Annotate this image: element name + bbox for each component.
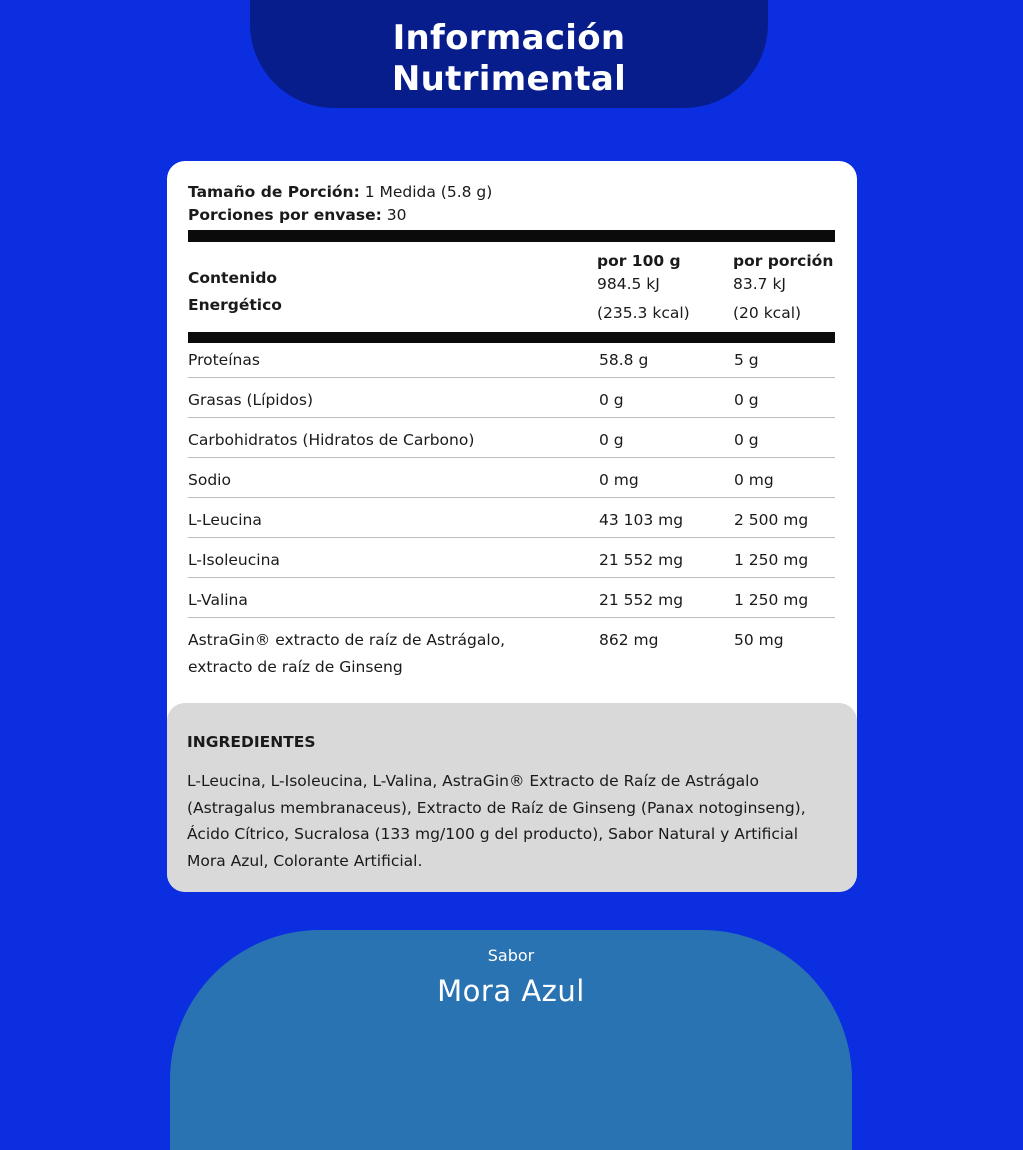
nutrient-per-portion: 50 mg (734, 631, 784, 649)
column-per-100g-header: por 100 g (597, 252, 681, 270)
table-row (188, 338, 835, 378)
table-row (188, 538, 835, 578)
nutrient-per-portion: 2 500 mg (734, 511, 809, 529)
nutrient-name: L-Valina (188, 591, 248, 609)
flavor-tab (170, 930, 852, 1150)
top-divider-bar (188, 230, 835, 242)
serving-info (188, 181, 492, 227)
nutrient-per-100g: 21 552 mg (599, 551, 684, 569)
table-row (188, 618, 835, 708)
flavor-name: Mora Azul (437, 974, 585, 1008)
energy-per-portion-kcal: (20 kcal) (733, 304, 802, 322)
nutrient-name: Proteínas (188, 351, 260, 369)
nutrient-per-portion: 1 250 mg (734, 591, 809, 609)
servings-per-container-line (188, 204, 492, 227)
nutrient-name: L-Isoleucina (188, 551, 280, 569)
column-per-portion (733, 249, 833, 325)
nutrient-name: L-Leucina (188, 511, 262, 529)
flavor-label: Sabor (487, 946, 535, 965)
nutrient-table (188, 338, 835, 708)
nutrient-per-100g: 0 g (599, 391, 624, 409)
table-row (188, 578, 835, 618)
nutrient-per-portion: 0 mg (734, 471, 774, 489)
energy-label-line-2: Energético (188, 296, 282, 314)
table-row (188, 498, 835, 538)
nutrient-per-100g: 0 g (599, 431, 624, 449)
energy-per-100g-kj: 984.5 kJ (597, 275, 660, 293)
energy-per-portion-kj: 83.7 kJ (733, 275, 786, 293)
nutrient-name: Sodio (188, 471, 231, 489)
servings-per-container-label: Porciones por envase: (188, 206, 382, 224)
energy-per-100g-kcal: (235.3 kcal) (597, 304, 690, 322)
nutrient-per-portion: 0 g (734, 431, 759, 449)
nutrient-name (188, 627, 578, 681)
nutrient-per-portion: 0 g (734, 391, 759, 409)
table-row (188, 378, 835, 418)
nutrition-facts-card (167, 161, 857, 892)
nutrient-per-100g: 58.8 g (599, 351, 649, 369)
header-tab (250, 0, 768, 108)
page-title-line-1: Información (392, 18, 626, 58)
page-title-line-2: Nutrimental (391, 59, 627, 99)
ingredients-panel (167, 703, 857, 892)
energy-label (188, 265, 388, 319)
servings-per-container-value: 30 (386, 206, 407, 224)
table-row (188, 418, 835, 458)
nutrient-name: Grasas (Lípidos) (188, 391, 314, 409)
nutrient-per-portion: 1 250 mg (734, 551, 809, 569)
column-per-portion-header: por porción (733, 252, 834, 270)
column-per-100g (597, 249, 690, 325)
nutrient-name: Carbohidratos (Hidratos de Carbono) (188, 431, 475, 449)
serving-size-line (188, 181, 492, 204)
nutrient-per-portion: 5 g (734, 351, 759, 369)
table-row (188, 458, 835, 498)
ingredients-title: INGREDIENTES (187, 733, 316, 751)
nutrient-name-line-2: extracto de raíz de Ginseng (188, 658, 403, 676)
serving-size-value: 1 Medida (5.8 g) (364, 183, 493, 201)
serving-size-label: Tamaño de Porción: (188, 183, 360, 201)
nutrient-per-100g: 21 552 mg (599, 591, 684, 609)
ingredients-text: L-Leucina, L-Isoleucina, L-Valina, AstraGin® Extracto de Raíz de Astrágalo (Astragalus membranaceus), Extracto de Raíz de Ginseng (Panax notoginseng), Ácido Cítrico, Sucralosa (133 mg/100 g del producto), Sabor Natural y Artificial Mora Azul, Colorante Artificial. (187, 772, 806, 870)
nutrient-per-100g: 0 mg (599, 471, 639, 489)
nutrient-name-line-1: AstraGin® extracto de raíz de Astrágalo, (188, 631, 506, 649)
energy-label-line-1: Contenido (188, 269, 278, 287)
nutrient-per-100g: 43 103 mg (599, 511, 684, 529)
nutrient-per-100g: 862 mg (599, 631, 659, 649)
